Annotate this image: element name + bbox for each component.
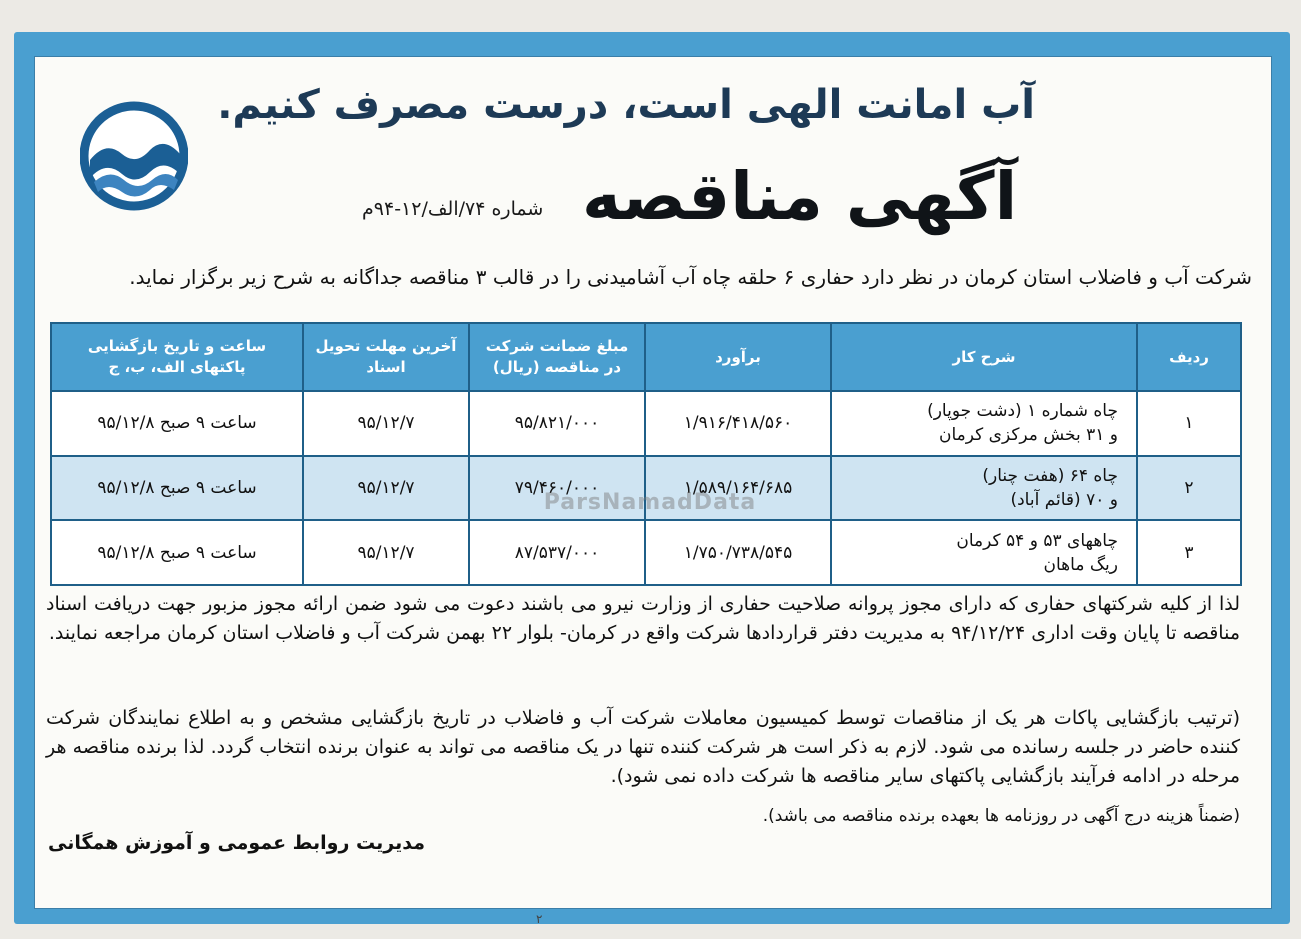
cell-deadline: ۹۵/۱۲/۷ bbox=[303, 520, 469, 585]
reference-number: شماره ۷۴/الف/۱۲-۹۴م bbox=[362, 198, 544, 220]
signature: مدیریت روابط عمومی و آموزش همگانی bbox=[48, 832, 425, 854]
tender-table bbox=[50, 322, 1242, 586]
header-description: شرح کار bbox=[831, 323, 1137, 391]
cell-estimate: ۱/۷۵۰/۷۳۸/۵۴۵ bbox=[645, 520, 831, 585]
cell-estimate: ۱/۵۸۹/۱۶۴/۶۸۵ bbox=[645, 456, 831, 521]
opening-procedure-paragraph: (ترتیب بازگشایی پاکات هر یک از مناقصات توسط کمیسیون معاملات شرکت آب و فاضلاب در تاریخ بازگشایی مشخص و به اطلاع نمایندگان شرکت کننده حاضر در جلسه رسانده می شود. لازم به ذکر است هر شرکت کننده تنها در یک مناقصه می تواند به عنوان برنده انتخاب گردد. لذا برنده مناقصه هر مرحله در ادامه فرآیند بازگشایی پاکتهای سایر مناقصه ها شرکت داده نمی شود). bbox=[46, 707, 1240, 787]
cell-row-number: ۳ bbox=[1137, 520, 1241, 585]
table-row bbox=[51, 520, 1241, 585]
table-row bbox=[51, 391, 1241, 456]
cell-description bbox=[831, 391, 1137, 456]
cell-guarantee: ۷۹/۴۶۰/۰۰۰ bbox=[469, 456, 645, 521]
header-deadline: آخرین مهلت تحویل اسناد bbox=[303, 323, 469, 391]
cell-deadline: ۹۵/۱۲/۷ bbox=[303, 456, 469, 521]
description-line: چاههای ۵۳ و ۵۴ کرمان bbox=[956, 530, 1118, 551]
page-mark: ۲ bbox=[536, 912, 543, 926]
description-line: چاه شماره ۱ (دشت جوپار) bbox=[927, 401, 1118, 422]
table-header-row bbox=[51, 323, 1241, 391]
cell-guarantee: ۸۷/۵۳۷/۰۰۰ bbox=[469, 520, 645, 585]
advertising-cost-note: (ضمناً هزینه درج آگهی در روزنامه ها بعهده برنده مناقصه می باشد). bbox=[762, 806, 1240, 826]
header-opening: ساعت و تاریخ بازگشایی پاکتهای الف، ب، ج bbox=[51, 323, 303, 391]
watermark: ParsNamadData bbox=[543, 490, 757, 515]
cell-description bbox=[831, 520, 1137, 585]
cell-description bbox=[831, 456, 1137, 521]
cell-row-number: ۱ bbox=[1137, 391, 1241, 456]
description-line: چاه ۶۴ (هفت چنار) bbox=[982, 465, 1118, 486]
cell-row-number: ۲ bbox=[1137, 456, 1241, 521]
water-company-logo bbox=[80, 96, 188, 214]
cell-opening: ساعت ۹ صبح ۹۵/۱۲/۸ bbox=[51, 456, 303, 521]
header-guarantee: مبلغ ضمانت شرکت در مناقصه (ریال) bbox=[469, 323, 645, 391]
cell-opening: ساعت ۹ صبح ۹۵/۱۲/۸ bbox=[51, 391, 303, 456]
cell-guarantee: ۹۵/۸۲۱/۰۰۰ bbox=[469, 391, 645, 456]
description-line: ریگ ماهان bbox=[1043, 554, 1118, 575]
description-line: و ۷۰ (قائم آباد) bbox=[1010, 489, 1118, 510]
notice-title: آگهی مناقصه bbox=[582, 158, 1018, 235]
header-estimate: برآورد bbox=[645, 323, 831, 391]
cell-deadline: ۹۵/۱۲/۷ bbox=[303, 391, 469, 456]
intro-paragraph: شرکت آب و فاضلاب استان کرمان در نظر دارد حفاری ۶ حلقه چاه آب آشامیدنی را در قالب ۳ مناقصه جداگانه به شرح زیر برگزار نماید. bbox=[129, 265, 1252, 289]
slogan: آب امانت الهی است، درست مصرف کنیم. bbox=[217, 82, 1035, 128]
cell-opening: ساعت ۹ صبح ۹۵/۱۲/۸ bbox=[51, 520, 303, 585]
header-row-number: ردیف bbox=[1137, 323, 1241, 391]
description-line: و ۳۱ بخش مرکزی کرمان bbox=[939, 425, 1118, 446]
cell-estimate: ۱/۹۱۶/۴۱۸/۵۶۰ bbox=[645, 391, 831, 456]
invitation-paragraph: لذا از کلیه شرکتهای حفاری که دارای مجوز پروانه صلاحیت حفاری از وزارت نیرو می باشند دعوت می شود ضمن ارائه مجوز مزبور جهت دریافت اسناد مناقصه تا پایان وقت اداری ۹۴/۱۲/۲۴ به مدیریت دفتر قراردادها شرکت واقع در کرمان- بلوار ۲۲ بهمن شرکت آب و فاضلاب استان کرمان مراجعه نمایند. bbox=[46, 593, 1240, 644]
